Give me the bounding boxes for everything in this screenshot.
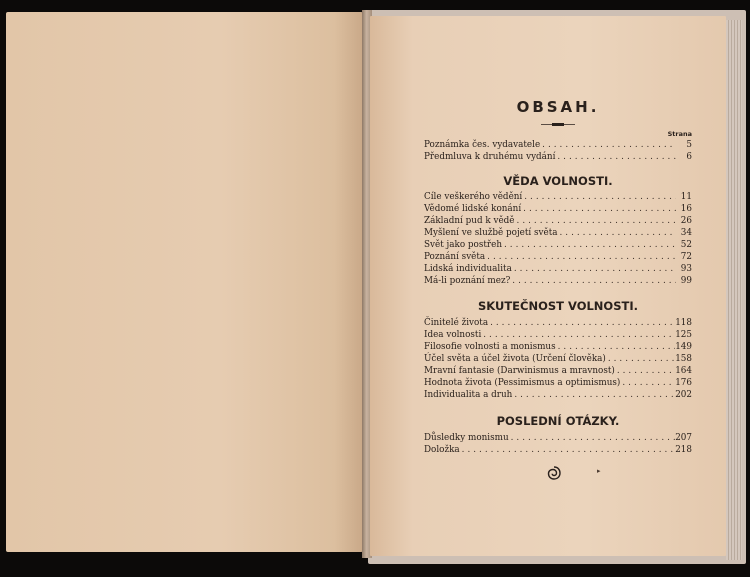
toc-entry[interactable]	[424, 203, 692, 215]
toc-entry-page: 5	[686, 140, 692, 150]
toc-entry-title: Má-li poznání mez?	[424, 276, 511, 286]
toc-entry-title: Doložka	[424, 445, 460, 455]
toc-entry-title: Myšlení ve službě pojetí světa	[424, 228, 558, 238]
dot-leader	[488, 317, 675, 329]
toc-entry-page: 164	[675, 366, 692, 376]
toc-entry-page: 16	[680, 204, 692, 214]
toc-entry[interactable]	[424, 263, 692, 275]
toc-entry[interactable]	[424, 251, 692, 263]
printer-mark-icon: ▸	[597, 467, 601, 475]
toc-entry[interactable]	[424, 341, 692, 353]
dot-leader	[521, 203, 676, 215]
dot-leader	[620, 377, 675, 389]
dot-leader	[558, 227, 677, 239]
toc-entry[interactable]	[424, 191, 692, 203]
toc-entry-page: 52	[680, 240, 692, 250]
toc-entry-title: Svět jako postřeh	[424, 240, 502, 250]
toc-entry-page: 149	[675, 342, 692, 352]
left-blank-page	[6, 12, 363, 552]
dot-leader	[556, 341, 676, 353]
toc-entry[interactable]	[424, 215, 692, 227]
dot-leader	[485, 251, 676, 263]
toc-entry-title: Cíle veškerého vědění	[424, 192, 523, 202]
toc-entry[interactable]	[424, 227, 692, 239]
toc-entry[interactable]	[424, 275, 692, 287]
page-column-header: Strana	[667, 130, 692, 138]
toc-entry[interactable]	[424, 329, 692, 341]
toc-entry-title: Individualita a druh	[424, 390, 513, 400]
dot-leader	[512, 389, 675, 401]
toc-entry-page: 176	[675, 378, 692, 388]
toc-entry-page: 72	[680, 252, 692, 262]
toc-entry-page: 93	[680, 264, 692, 274]
toc-entry-page: 11	[680, 192, 692, 202]
toc-entry[interactable]	[424, 444, 692, 456]
toc-title: OBSAH.	[516, 98, 600, 116]
toc-entry-title: Idea volnosti	[424, 330, 482, 340]
toc-entry-title: Filosofie volnosti a monismus	[424, 342, 556, 352]
toc-entry-title: Vědomé lidské konání	[424, 204, 522, 214]
toc-entry-page: 34	[680, 228, 692, 238]
dot-leader	[481, 329, 675, 341]
dot-leader	[515, 215, 676, 227]
ornament-rule	[541, 120, 575, 129]
toc-entry[interactable]	[424, 389, 692, 401]
section-heading: POSLEDNÍ OTÁZKY.	[496, 414, 620, 428]
toc-entry-page: 125	[675, 330, 692, 340]
toc-entry-page: 99	[680, 276, 692, 286]
toc-entry[interactable]	[424, 239, 692, 251]
section-heading: VĚDA VOLNOSTI.	[503, 174, 613, 188]
toc-entry-title: Základní pud k vědě	[424, 216, 515, 226]
section-heading: SKUTEČNOST VOLNOSTI.	[478, 299, 638, 313]
dot-leader	[510, 275, 676, 287]
toc-entry-title: Důsledky monismu	[424, 433, 509, 443]
toc-entry-page: 218	[675, 445, 692, 455]
toc-entry[interactable]	[424, 377, 692, 389]
toc-entry[interactable]	[424, 151, 692, 163]
toc-entry-title: Hodnota života (Pessimismus a optimismus)	[424, 378, 621, 388]
toc-entry-title: Mravní fantasie (Darwinismus a mravnost)	[424, 366, 615, 376]
dot-leader	[502, 239, 676, 251]
toc-entry-title: Poznámka čes. vydavatele	[424, 140, 541, 150]
toc-entry[interactable]	[424, 139, 692, 151]
toc-entry[interactable]	[424, 365, 692, 377]
dot-leader	[460, 444, 676, 456]
toc-entry-page: 202	[675, 390, 692, 400]
toc-entry[interactable]	[424, 317, 692, 329]
toc-entry[interactable]	[424, 432, 692, 444]
toc-entry-title: Lidská individualita	[424, 264, 512, 274]
toc-entry-page: 158	[675, 354, 692, 364]
toc-entry-title: Činitelé života	[424, 318, 489, 328]
toc-entry[interactable]	[424, 353, 692, 365]
printer-ornament-icon	[546, 465, 562, 481]
dot-leader	[512, 263, 676, 275]
toc-entry-title: Předmluva k druhému vydání	[424, 152, 556, 162]
toc-entry-page: 6	[686, 152, 692, 162]
toc-entry-page: 26	[680, 216, 692, 226]
dot-leader	[540, 139, 676, 151]
dot-leader	[555, 151, 676, 163]
page-edges	[726, 20, 742, 560]
toc-entry-page: 118	[675, 318, 692, 328]
dot-leader	[606, 353, 675, 365]
toc-entry-title: Účel světa a účel života (Určení člověka)	[424, 354, 606, 364]
toc-entry-title: Poznání světa	[424, 252, 486, 262]
dot-leader	[522, 191, 676, 203]
table-of-contents	[424, 98, 692, 456]
dot-leader	[509, 432, 676, 444]
dot-leader	[615, 365, 675, 377]
toc-entry-page: 207	[675, 433, 692, 443]
